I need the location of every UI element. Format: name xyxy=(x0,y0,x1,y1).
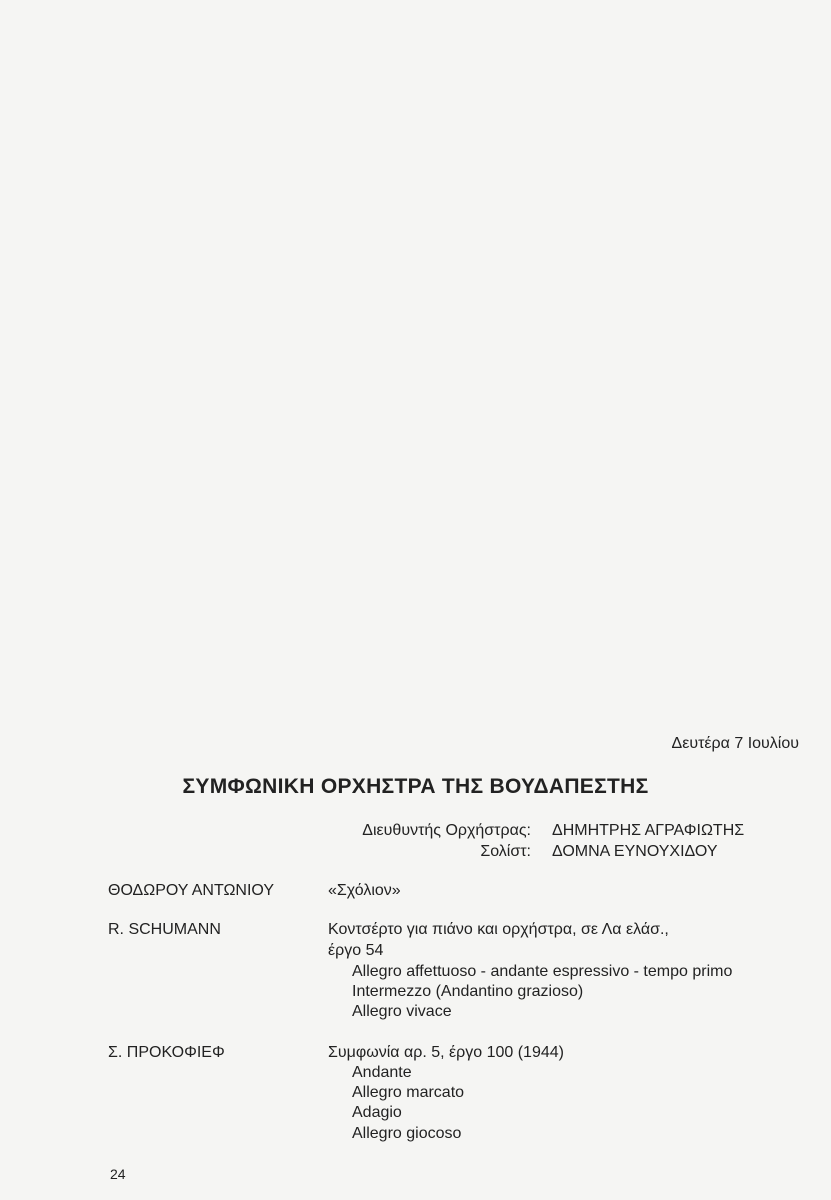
composer-schumann: R. SCHUMANN xyxy=(108,921,221,938)
concert-date: Δευτέρα 7 Ιουλίου xyxy=(671,735,799,752)
work-prokofiev: Συμφωνία αρ. 5, έργο 100 (1944) xyxy=(328,1044,564,1061)
composer-prokofiev: Σ. ΠΡΟΚΟΦΙΕΦ xyxy=(108,1044,225,1061)
page-number: 24 xyxy=(110,1166,126,1182)
composer-antoniou: ΘΟΔΩΡΟΥ ΑΝΤΩΝΙΟΥ xyxy=(108,882,275,899)
movement-prokofiev-1: Andante xyxy=(352,1064,412,1081)
movement-schumann-2: Intermezzo (Andantino grazioso) xyxy=(352,983,584,1000)
work-schumann-line2: έργο 54 xyxy=(328,942,384,959)
conductor-role: Διευθυντής Ορχήστρας: xyxy=(362,822,531,839)
work-schumann-line1: Κοντσέρτο για πιάνο και ορχήστρα, σε Λα ελάσ., xyxy=(328,921,669,938)
movement-schumann-3: Allegro vivace xyxy=(352,1003,452,1020)
soloist-role: Σολίστ: xyxy=(480,843,531,860)
movement-prokofiev-2: Allegro marcato xyxy=(352,1084,465,1101)
conductor-name: ΔΗΜΗΤΡΗΣ ΑΓΡΑΦΙΩΤΗΣ xyxy=(552,822,745,839)
movement-schumann-1: Allegro affettuoso - andante espressivo - tempo primo xyxy=(352,963,733,980)
movement-prokofiev-4: Allegro giocoso xyxy=(352,1125,462,1142)
work-scholion: «Σχόλιον» xyxy=(328,882,401,899)
movement-prokofiev-3: Adagio xyxy=(352,1104,402,1121)
soloist-name: ΔΟΜΝΑ ΕΥΝΟΥΧΙΔΟΥ xyxy=(552,843,718,860)
orchestra-title: ΣΥΜΦΩΝΙΚΗ ΟΡΧΗΣΤΡΑ ΤΗΣ ΒΟΥΔΑΠΕΣΤΗΣ xyxy=(182,775,649,798)
